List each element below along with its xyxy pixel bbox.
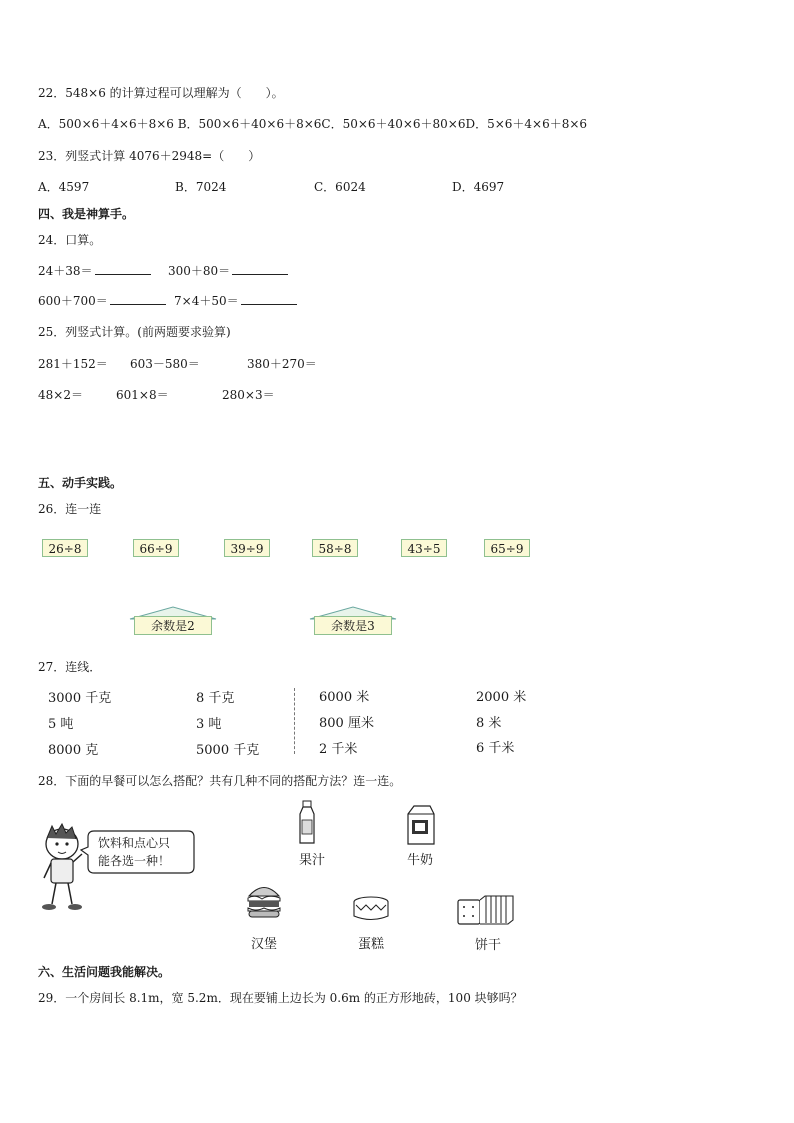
division-card[interactable]: 66÷9 bbox=[133, 539, 179, 557]
column-divider bbox=[294, 688, 295, 754]
answer-blank[interactable] bbox=[232, 262, 288, 275]
q25-expr: 601×8＝ bbox=[116, 388, 169, 402]
speech-line-2: 能各选一种！ bbox=[98, 854, 171, 868]
q24-expr: 24＋38＝ bbox=[38, 264, 93, 278]
q25-expr: 380＋270＝ bbox=[247, 357, 317, 371]
q22-options: A．500×6＋4×6＋8×6 B．500×6＋40×6＋8×6C．50×6＋40×6＋80×6D．5×6＋4×6＋8×6 bbox=[38, 117, 588, 131]
answer-blank[interactable] bbox=[95, 262, 151, 275]
unit-item[interactable]: 2000 米 bbox=[476, 690, 527, 705]
unit-item[interactable]: 8000 克 bbox=[48, 743, 99, 758]
cake-icon[interactable] bbox=[352, 895, 390, 923]
q25-expr: 281＋152＝ bbox=[38, 357, 108, 371]
q24-expr: 600＋700＝ bbox=[38, 294, 108, 308]
unit-item[interactable]: 2 千米 bbox=[319, 742, 358, 757]
section-4-title: 四、我是神算手。 bbox=[38, 207, 135, 221]
answer-blank[interactable] bbox=[110, 292, 166, 305]
q22-stem: 22．548×6 的计算过程可以理解为（ ）。 bbox=[38, 86, 284, 100]
division-card[interactable]: 39÷9 bbox=[224, 539, 270, 557]
unit-item[interactable]: 6000 米 bbox=[319, 690, 370, 705]
unit-item[interactable]: 8 米 bbox=[476, 716, 502, 731]
q24-stem: 24．口算。 bbox=[38, 233, 102, 247]
juice-label: 果汁 bbox=[298, 853, 325, 868]
q24-item bbox=[174, 292, 297, 309]
section-6-title: 六、生活问题我能解决。 bbox=[38, 965, 171, 979]
biscuits-icon[interactable] bbox=[455, 892, 517, 928]
q24-item bbox=[38, 292, 166, 309]
unit-item[interactable]: 3000 千克 bbox=[48, 691, 112, 706]
q25-expr: 603－580＝ bbox=[130, 357, 200, 371]
division-card[interactable]: 26÷8 bbox=[42, 539, 88, 557]
q28-stem: 28．下面的早餐可以怎么搭配？共有几种不同的搭配方法？连一连。 bbox=[38, 774, 402, 788]
hamburger-label: 汉堡 bbox=[250, 937, 277, 952]
q25-expr: 48×2＝ bbox=[38, 388, 83, 402]
biscuits-label: 饼干 bbox=[474, 938, 501, 953]
q23-stem: 23．列竖式计算 4076＋2948=（ ） bbox=[38, 149, 261, 163]
milk-carton-icon[interactable] bbox=[404, 804, 436, 846]
unit-item[interactable]: 5000 千克 bbox=[196, 743, 260, 758]
unit-item[interactable]: 8 千克 bbox=[196, 691, 235, 706]
cake-label: 蛋糕 bbox=[357, 937, 384, 952]
q25-expr: 280×3＝ bbox=[222, 388, 275, 402]
q23-option-a: A．4597 bbox=[38, 180, 90, 194]
section-5-title: 五、动手实践。 bbox=[38, 476, 123, 490]
q23-option-d: D．4697 bbox=[452, 180, 505, 194]
division-card[interactable]: 65÷9 bbox=[484, 539, 530, 557]
division-card[interactable]: 43÷5 bbox=[401, 539, 447, 557]
speech-line-1: 饮料和点心只 bbox=[98, 836, 171, 850]
q23-option-b: B．7024 bbox=[175, 180, 227, 194]
q29-stem: 29．一个房间长 8.1m，宽 5.2m．现在要铺上边长为 0.6m 的正方形地砖，100 块够吗？ bbox=[38, 991, 523, 1005]
q24-expr: 300＋80＝ bbox=[168, 264, 231, 278]
unit-item[interactable]: 800 厘米 bbox=[319, 716, 374, 731]
remainder-2-house[interactable]: 余数是2 bbox=[134, 616, 212, 635]
division-card[interactable]: 58÷8 bbox=[312, 539, 358, 557]
unit-item[interactable]: 5 吨 bbox=[48, 717, 74, 732]
juice-bottle-icon[interactable] bbox=[297, 800, 317, 846]
q24-item bbox=[168, 262, 288, 279]
q24-item bbox=[38, 262, 151, 279]
remainder-3-house[interactable]: 余数是3 bbox=[314, 616, 392, 635]
unit-item[interactable]: 6 千米 bbox=[476, 741, 515, 756]
answer-blank[interactable] bbox=[241, 292, 297, 305]
q27-stem: 27．连线． bbox=[38, 660, 102, 674]
hamburger-icon[interactable] bbox=[246, 881, 282, 919]
milk-label: 牛奶 bbox=[406, 853, 433, 868]
q26-stem: 26．连一连 bbox=[38, 502, 102, 516]
q23-option-c: C．6024 bbox=[314, 180, 366, 194]
q24-expr: 7×4＋50＝ bbox=[174, 294, 239, 308]
unit-item[interactable]: 3 吨 bbox=[196, 717, 222, 732]
q25-stem: 25．列竖式计算。(前两题要求验算) bbox=[38, 325, 231, 339]
